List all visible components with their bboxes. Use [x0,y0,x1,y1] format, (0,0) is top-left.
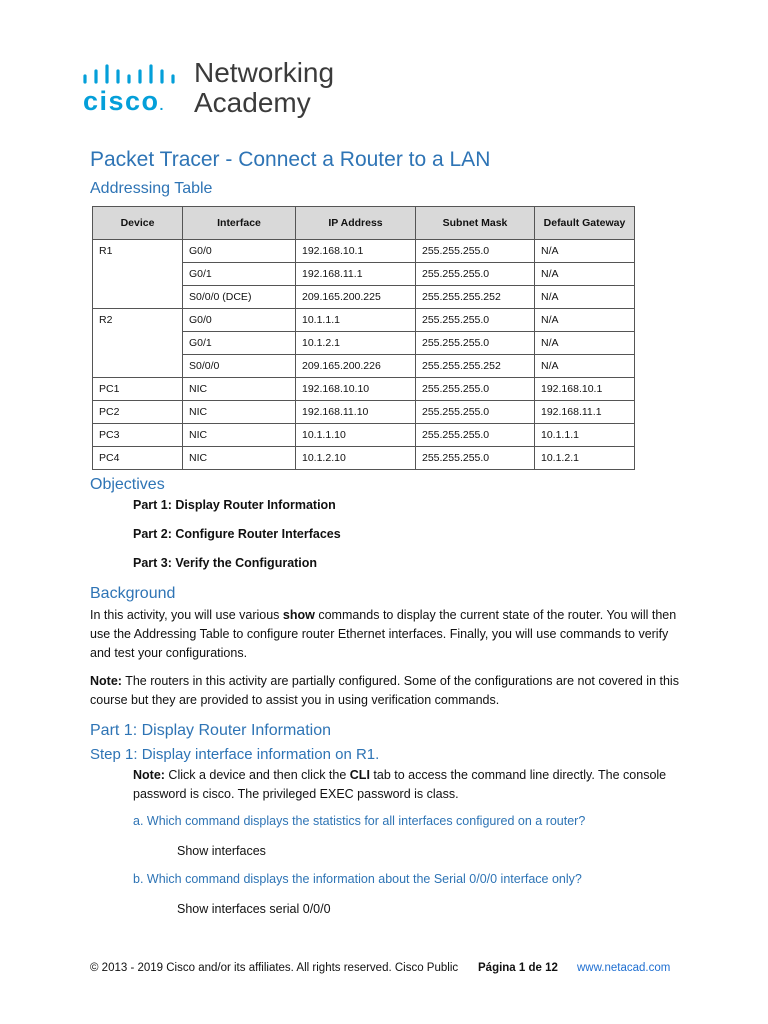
gateway-cell: N/A [535,332,635,355]
mask-cell: 255.255.255.0 [416,263,535,286]
interface-cell: G0/0 [183,309,296,332]
gateway-cell: 10.1.2.1 [535,447,635,470]
ip-cell: 10.1.1.10 [296,424,416,447]
interface-cell: G0/0 [183,240,296,263]
mask-cell: 255.255.255.252 [416,355,535,378]
footer-url[interactable]: www.netacad.com [577,962,671,974]
table-row [93,240,635,263]
answer-b: Show interfaces serial 0/0/0 [177,902,331,916]
cisco-wordmark: cisco. [83,86,165,116]
cisco-bars-icon [83,64,183,86]
gateway-cell: N/A [535,240,635,263]
ip-cell: 10.1.2.1 [296,332,416,355]
table-row [93,378,635,401]
mask-cell: 255.255.255.0 [416,309,535,332]
device-cell: R1 [93,240,183,309]
interface-cell: NIC [183,378,296,401]
objective-item: Part 2: Configure Router Interfaces [133,527,341,541]
ip-cell: 192.168.11.10 [296,401,416,424]
mask-cell: 255.255.255.0 [416,240,535,263]
column-header: Default Gateway [535,207,635,240]
device-cell: PC1 [93,378,183,401]
interface-cell: G0/1 [183,263,296,286]
table-header-row [93,207,635,240]
interface-cell: G0/1 [183,332,296,355]
ip-cell: 209.165.200.226 [296,355,416,378]
column-header: Subnet Mask [416,207,535,240]
column-header: Interface [183,207,296,240]
mask-cell: 255.255.255.0 [416,424,535,447]
gateway-cell: N/A [535,263,635,286]
question-b: b. Which command displays the information about the Serial 0/0/0 interface only? [133,872,582,886]
gateway-cell: 192.168.11.1 [535,401,635,424]
table-row [93,424,635,447]
objective-item: Part 3: Verify the Configuration [133,556,318,570]
footer-copyright: © 2013 - 2019 Cisco and/or its affiliates. All rights reserved. Cisco Public [90,962,459,974]
addressing-table [92,206,635,470]
device-cell: R2 [93,309,183,378]
column-header: IP Address [296,207,416,240]
interface-cell: S0/0/0 (DCE) [183,286,296,309]
ip-cell: 192.168.10.10 [296,378,416,401]
page-title: Packet Tracer - Connect a Router to a LAN [90,148,491,171]
addressing-table-heading: Addressing Table [90,180,213,197]
ip-cell: 209.165.200.225 [296,286,416,309]
part1-heading: Part 1: Display Router Information [90,722,331,739]
gateway-cell: N/A [535,309,635,332]
mask-cell: 255.255.255.0 [416,378,535,401]
step1-note: Note: Click a device and then click the CLI tab to access the command line directly. The console password is cisco. The privileged EXEC password is class. [133,768,667,801]
footer-page-number: Página 1 de 12 [478,962,558,974]
interface-cell: S0/0/0 [183,355,296,378]
mask-cell: 255.255.255.0 [416,332,535,355]
objective-item: Part 1: Display Router Information [133,498,336,512]
table-row [93,401,635,424]
ip-cell: 10.1.1.1 [296,309,416,332]
networking-academy-label: Networking Academy [194,57,335,118]
background-note: Note: The routers in this activity are partially configured. Some of the configurations are not covered in this course but they are provided to assist you in using verification commands. [90,674,679,707]
mask-cell: 255.255.255.0 [416,447,535,470]
column-header: Device [93,207,183,240]
gateway-cell: N/A [535,286,635,309]
ip-cell: 192.168.10.1 [296,240,416,263]
background-heading: Background [90,585,176,602]
interface-cell: NIC [183,424,296,447]
interface-cell: NIC [183,447,296,470]
device-cell: PC3 [93,424,183,447]
question-a: a. Which command displays the statistics for all interfaces configured on a router? [133,814,586,828]
cisco-networking-academy-logo [83,58,383,120]
gateway-cell: 192.168.10.1 [535,378,635,401]
answer-a: Show interfaces [177,844,266,858]
ip-cell: 192.168.11.1 [296,263,416,286]
step1-heading: Step 1: Display interface information on R1. [90,746,380,763]
device-cell: PC2 [93,401,183,424]
mask-cell: 255.255.255.252 [416,286,535,309]
gateway-cell: N/A [535,355,635,378]
table-row [93,447,635,470]
objectives-heading: Objectives [90,476,165,493]
gateway-cell: 10.1.1.1 [535,424,635,447]
mask-cell: 255.255.255.0 [416,401,535,424]
interface-cell: NIC [183,401,296,424]
table-row [93,309,635,332]
background-paragraph: In this activity, you will use various show commands to display the current state of the router. You will then use the Addressing Table to configure router Ethernet interfaces. Finally, you will use commands to verify and test your configurations. [90,608,677,660]
device-cell: PC4 [93,447,183,470]
ip-cell: 10.1.2.10 [296,447,416,470]
